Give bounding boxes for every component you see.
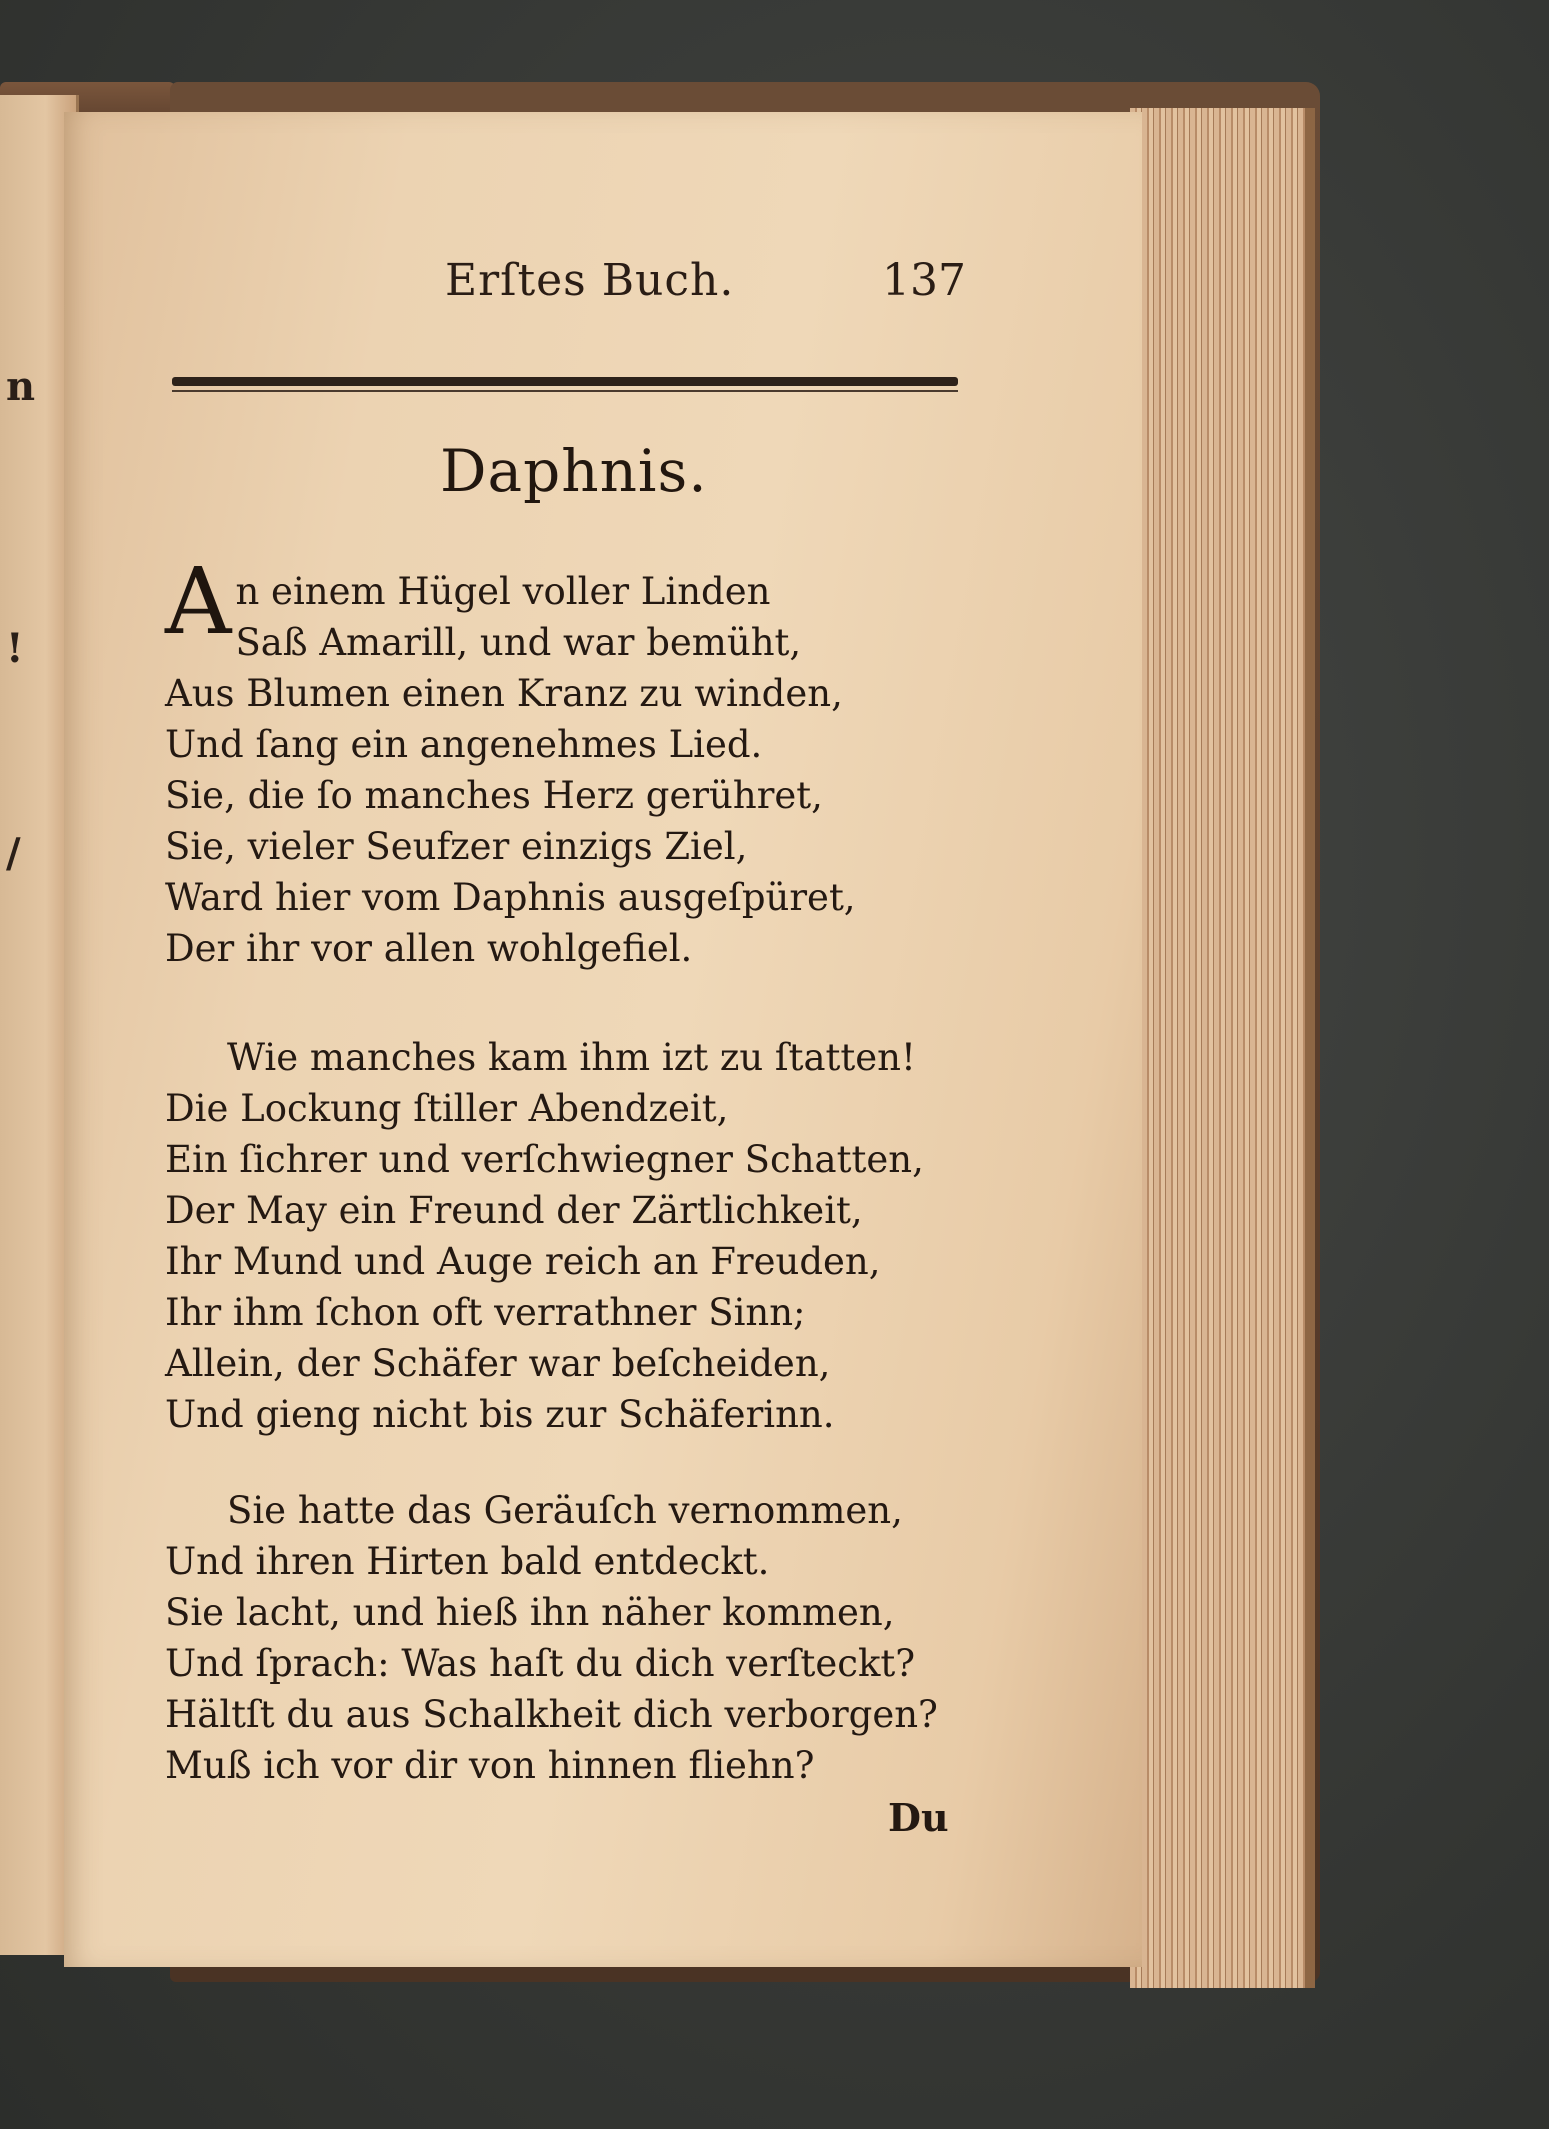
running-head: Erſtes Buch.	[445, 255, 735, 306]
poem-line: Hältſt du aus Schalkheit dich verborgen?	[165, 1693, 938, 1736]
poem-line: Der ihr vor allen wohlgefiel.	[165, 927, 693, 970]
poem-line: Aus Blumen einen Kranz zu winden,	[165, 672, 843, 715]
poem-line: n einem Hügel voller Linden	[235, 570, 771, 613]
page-number: 137	[882, 255, 966, 306]
poem-line: Sie, die ſo manches Herz gerühret,	[165, 774, 823, 817]
poem-line: Die Lockung ſtiller Abendzeit,	[165, 1087, 729, 1130]
poem-line: Sie lacht, und hieß ihn näher kommen,	[165, 1591, 895, 1634]
poem-line: Ihr Mund und Auge reich an Freuden,	[165, 1240, 881, 1283]
poem-title: Daphnis.	[440, 437, 708, 505]
poem-line: Der May ein Freund der Zärtlichkeit,	[165, 1189, 863, 1232]
poem-line: Und ſprach: Was haſt du dich verſteckt?	[165, 1642, 916, 1685]
stanza-1	[165, 548, 856, 974]
page-edges	[1130, 108, 1315, 1988]
poem-line: Muß ich vor dir von hinnen fliehn?	[165, 1744, 815, 1787]
poem-line: Saß Amarill, und war bemüht,	[235, 621, 802, 664]
poem-line: Ward hier vom Daphnis ausgeſpüret,	[165, 876, 856, 919]
catchword: Du	[888, 1795, 949, 1840]
left-page-fragment: n	[6, 363, 36, 410]
poem-line: Und gieng nicht bis zur Schäferinn.	[165, 1393, 835, 1436]
poem-line: Allein, der Schäfer war beſcheiden,	[165, 1342, 831, 1385]
stanza-2	[165, 1032, 924, 1440]
left-page-fragment: /	[6, 830, 21, 877]
left-page-fragment: !	[6, 625, 24, 672]
stanza-3	[165, 1485, 938, 1791]
poem-line: Und ſang ein angenehmes Lied.	[165, 723, 763, 766]
poem-line: Ihr ihm ſchon oft verrathner Sinn;	[165, 1291, 806, 1334]
header-rule-thin	[172, 390, 958, 392]
poem-line: Sie, vieler Seufzer einzigs Ziel,	[165, 825, 748, 868]
poem-line: Sie hatte das Geräuſch vernommen,	[227, 1489, 903, 1532]
poem-line: Ein ſichrer und verſchwiegner Schatten,	[165, 1138, 924, 1181]
header-rule	[172, 377, 958, 386]
poem-line: Wie manches kam ihm izt zu ſtatten!	[227, 1036, 916, 1079]
poem-line: Und ihren Hirten bald entdeckt.	[165, 1540, 770, 1583]
drop-initial: A	[165, 548, 232, 655]
